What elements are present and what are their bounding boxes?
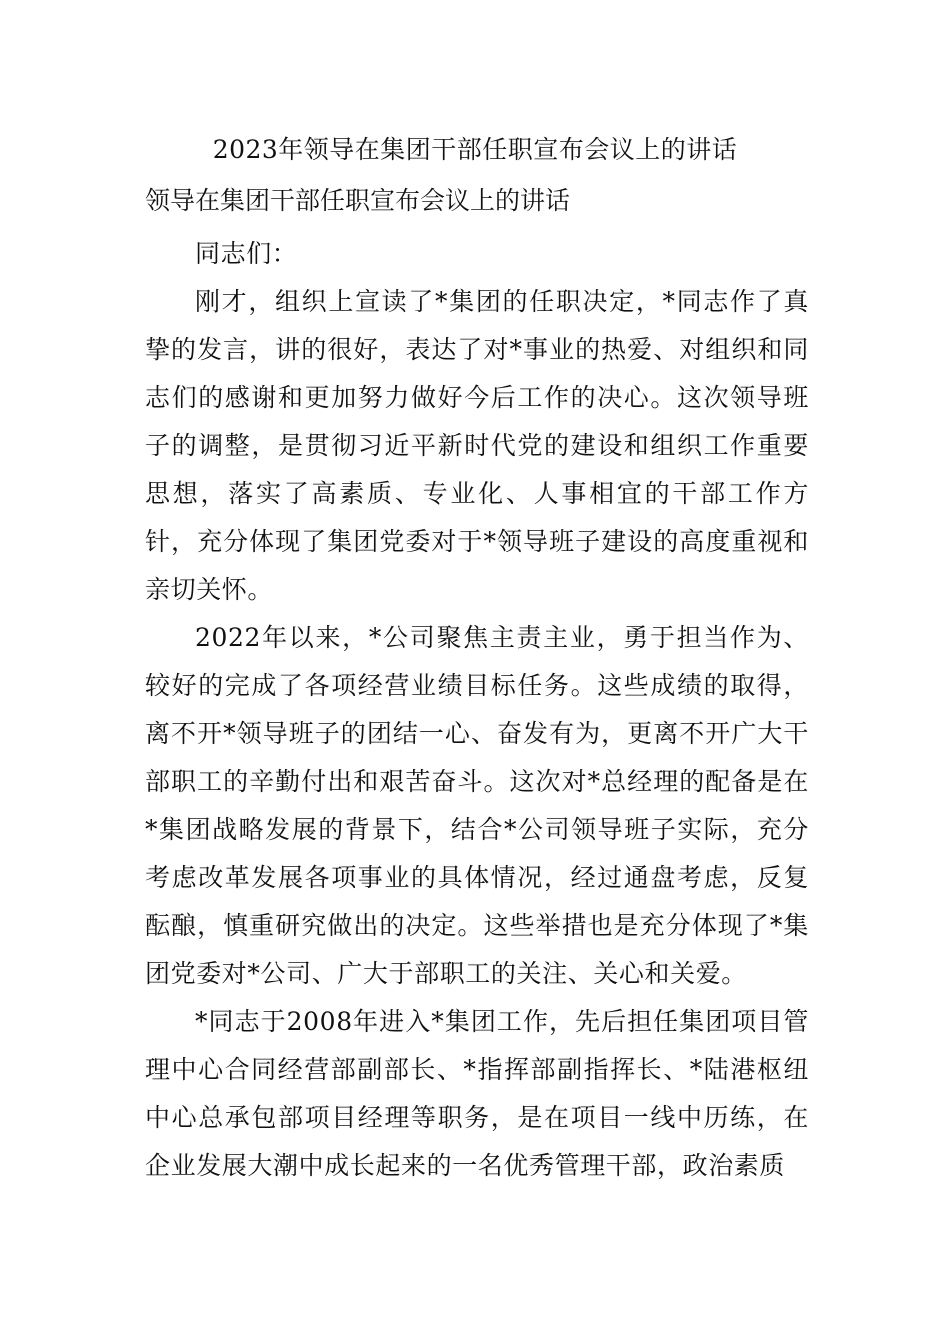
document-body: [145, 230, 809, 1190]
paragraph-3: *同志于2008年进入*集团工作，先后担任集团项目管理中心合同经营部副部长、*指挥部副指挥长、*陆港枢纽中心总承包部项目经理等职务，是在项目一线中历练，在企业发展大潮中成长起来的一名优秀管理干部，政治素质: [145, 1007, 809, 1180]
greeting: 同志们：: [195, 239, 298, 268]
paragraph-2: 2022年以来，*公司聚焦主责主业，勇于担当作为、较好的完成了各项经营业绩目标任务。这些成绩的取得，离不开*领导班子的团结一心、奋发有为，更离不开广大干部职工的辛勤付出和艰苦奋斗。这次对*总经理的配备是在*集团战略发展的背景下，结合*公司领导班子实际，充分考虑改革发展各项事业的具体情况，经过通盘考虑，反复酝酿，慎重研究做出的决定。这些举措也是充分体现了*集团党委对*公司、广大于部职工的关注、关心和关爱。: [145, 623, 809, 988]
document-title: 2023年领导在集团干部任职宣布会议上的讲话: [212, 135, 738, 164]
paragraph-1: 刚才，组织上宣读了*集团的任职决定，*同志作了真挚的发言，讲的很好，表达了对*事业的热爱、对组织和同志们的感谢和更加努力做好今后工作的决心。这次领导班子的调整，是贯彻习近平新时代党的建设和组织工作重要思想，落实了高素质、专业化、人事相宜的干部工作方针，充分体现了集团党委对于*领导班子建设的高度重视和亲切关怀。: [145, 287, 809, 604]
document-subtitle: 领导在集团干部任职宣布会议上的讲话: [145, 186, 571, 215]
